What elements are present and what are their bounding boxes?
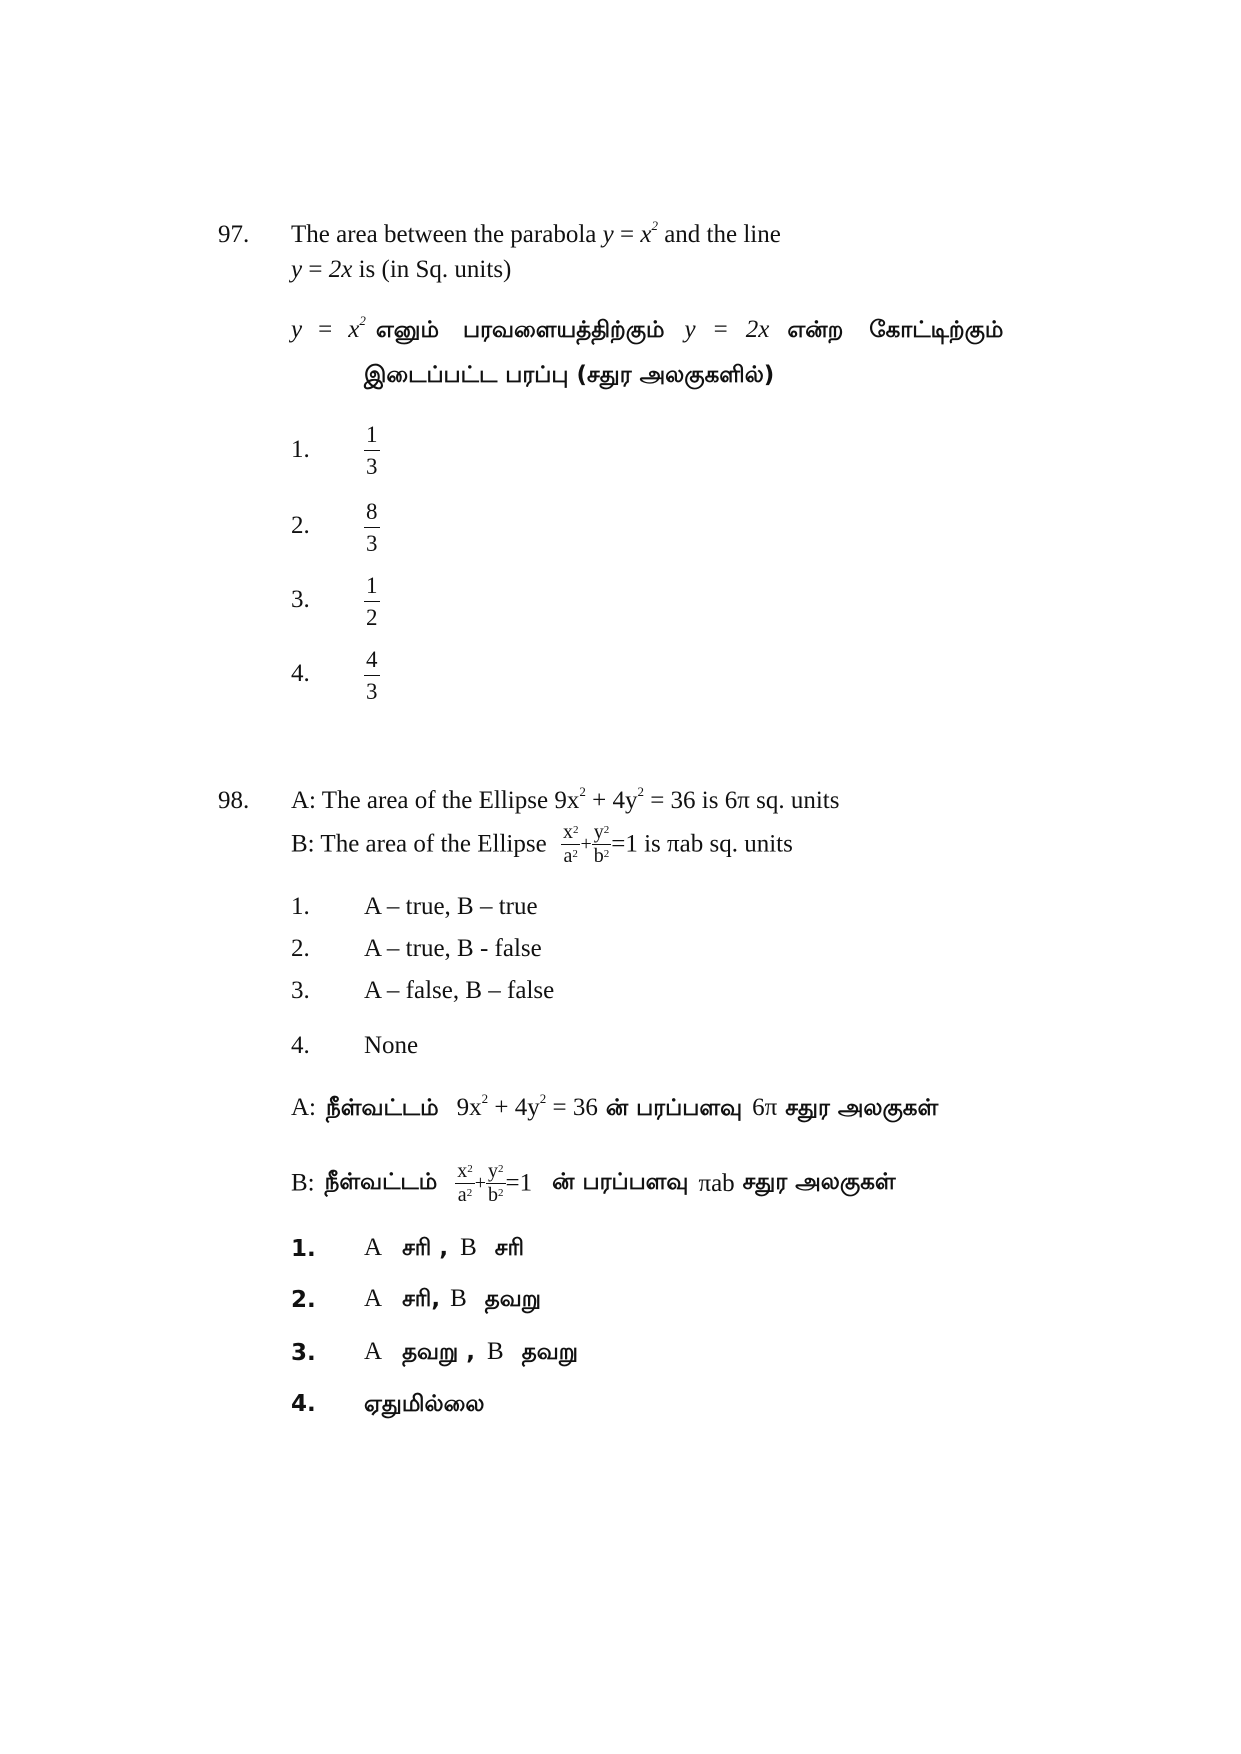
option-text: A – true, B – true [364, 893, 538, 920]
fraction-y-over-b: $\frac{y^2}{b^2}$ [593, 821, 610, 867]
option-number: 4. [291, 1032, 310, 1059]
statement-a-en: A: The area of the Ellipse $9x^2 + 4y^2 = 36$ is 6π sq. units [291, 784, 840, 814]
fraction-x-over-a: $\frac{x^2}{a^2}$ [457, 1160, 473, 1206]
option-number: 1. [291, 893, 310, 920]
question-number: 98. [218, 787, 250, 814]
question-text-ta-line2: இடைப்பட்ட பரப்பு (சதுர அலகுகளில்) [364, 362, 775, 388]
option-fraction: $\frac{1}{2}$ [364, 570, 380, 633]
statement-b-ta: B: நீள்வட்டம் $\frac{x^2}{a^2}$ + $\frac{y^2}{b^2}$ =1 ன் பரப்பளவு πab சதுர அலகுகள் [291, 1160, 896, 1206]
question-number: 97. [218, 221, 250, 248]
option-text: ஏதுமில்லை [364, 1391, 485, 1417]
option-fraction: $\frac{4}{3}$ [364, 644, 380, 707]
question-text-en-line2: y = 2x is (in Sq. units) [291, 256, 512, 283]
option-number: 4. [291, 1391, 316, 1417]
option-fraction: $\frac{8}{3}$ [364, 496, 380, 559]
option-text: A – true, B - false [364, 935, 542, 962]
option-text: A – false, B – false [364, 977, 555, 1004]
option-text: A சரி , B சரி [364, 1234, 525, 1261]
option-number: 1. [291, 436, 310, 463]
fraction-x-over-a: $\frac{x^2}{a^2}$ [562, 821, 579, 867]
fraction-y-over-b: $\frac{y^2}{b^2}$ [488, 1160, 504, 1206]
option-number: 3. [291, 586, 310, 613]
statement-b-en: B: The area of the Ellipse $\frac{x^2}{a^2}$ + $\frac{y^2}{b^2}$ =1 is πab sq. units [291, 821, 793, 867]
question-text-ta-line1: $y = x^2$ எனும் பரவளையத்திற்கும் y = 2x என்ற கோட்டிற்கும் [291, 313, 1004, 343]
option-number: 2. [291, 1287, 316, 1313]
option-number: 4. [291, 660, 310, 687]
question-text-en-line1: The area between the parabola $y = x^2$ and the line [291, 218, 781, 248]
option-number: 2. [291, 935, 310, 962]
option-text: A தவறு , B தவறு [364, 1338, 578, 1365]
option-number: 3. [291, 1340, 316, 1366]
option-number: 2. [291, 512, 310, 539]
option-fraction: $\frac{1}{3}$ [364, 419, 380, 482]
option-number: 3. [291, 977, 310, 1004]
option-text: A சரி, B தவறு [364, 1285, 542, 1312]
statement-a-ta: A: நீள்வட்டம் $9x^2 + 4y^2 = 36$ ன் பரப்பளவு 6π சதுர அலகுகள் [291, 1091, 939, 1121]
option-text: None [364, 1032, 419, 1059]
option-number: 1. [291, 1236, 316, 1262]
